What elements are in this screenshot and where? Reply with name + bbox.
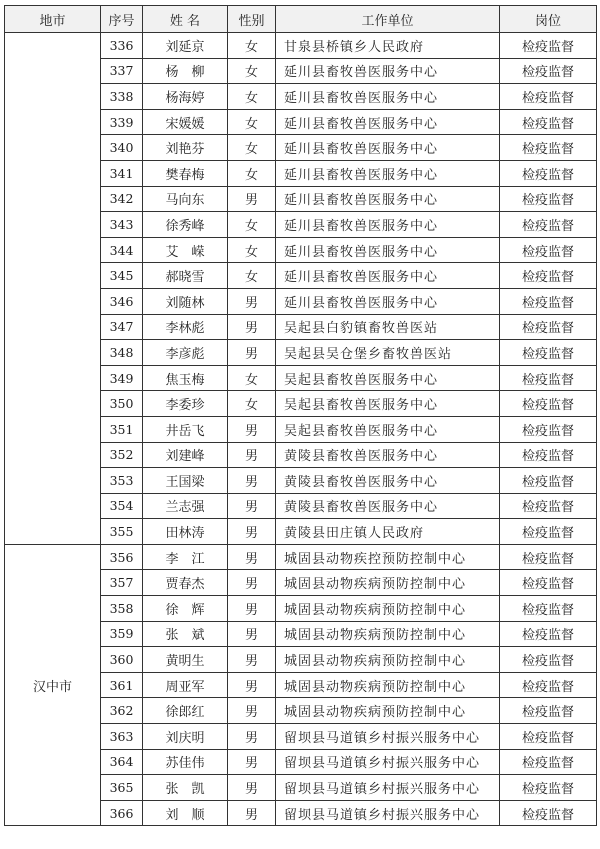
number-cell: 346 — [101, 288, 143, 314]
gender-cell: 男 — [228, 647, 276, 673]
number-cell: 342 — [101, 186, 143, 212]
name-cell: 樊春梅 — [143, 160, 228, 186]
post-cell: 检疫监督 — [500, 33, 597, 59]
unit-cell: 延川县畜牧兽医服务中心 — [276, 186, 500, 212]
unit-cell: 留坝县马道镇乡村振兴服务中心 — [276, 800, 500, 826]
name-cell: 井岳飞 — [143, 416, 228, 442]
unit-cell: 吴起县畜牧兽医服务中心 — [276, 416, 500, 442]
name-cell: 黄明生 — [143, 647, 228, 673]
post-cell: 检疫监督 — [500, 186, 597, 212]
gender-cell: 男 — [228, 519, 276, 545]
unit-cell: 延川县畜牧兽医服务中心 — [276, 288, 500, 314]
number-cell: 350 — [101, 391, 143, 417]
unit-cell: 黄陵县畜牧兽医服务中心 — [276, 442, 500, 468]
post-cell: 检疫监督 — [500, 263, 597, 289]
unit-cell: 城固县动物疾病预防控制中心 — [276, 621, 500, 647]
unit-cell: 黄陵县畜牧兽医服务中心 — [276, 468, 500, 494]
unit-cell: 黄陵县畜牧兽医服务中心 — [276, 493, 500, 519]
name-cell: 王国梁 — [143, 468, 228, 494]
post-cell: 检疫监督 — [500, 135, 597, 161]
name-cell: 张 斌 — [143, 621, 228, 647]
post-cell: 检疫监督 — [500, 698, 597, 724]
number-cell: 355 — [101, 519, 143, 545]
gender-cell: 男 — [228, 724, 276, 750]
unit-cell: 城固县动物疾控预防控制中心 — [276, 544, 500, 570]
name-cell: 马向东 — [143, 186, 228, 212]
gender-cell: 女 — [228, 263, 276, 289]
gender-cell: 女 — [228, 391, 276, 417]
number-cell: 357 — [101, 570, 143, 596]
header-post: 岗位 — [500, 6, 597, 33]
header-number: 序号 — [101, 6, 143, 33]
unit-cell: 城固县动物疾病预防控制中心 — [276, 596, 500, 622]
number-cell: 351 — [101, 416, 143, 442]
name-cell: 周亚军 — [143, 672, 228, 698]
number-cell: 363 — [101, 724, 143, 750]
number-cell: 361 — [101, 672, 143, 698]
unit-cell: 延川县畜牧兽医服务中心 — [276, 237, 500, 263]
header-unit: 工作单位 — [276, 6, 500, 33]
name-cell: 刘艳芬 — [143, 135, 228, 161]
header-name: 姓 名 — [143, 6, 228, 33]
unit-cell: 吴起县白豹镇畜牧兽医站 — [276, 314, 500, 340]
name-cell: 李委珍 — [143, 391, 228, 417]
name-cell: 刘建峰 — [143, 442, 228, 468]
name-cell: 刘随林 — [143, 288, 228, 314]
unit-cell: 城固县动物疾病预防控制中心 — [276, 570, 500, 596]
post-cell: 检疫监督 — [500, 160, 597, 186]
gender-cell: 男 — [228, 288, 276, 314]
gender-cell: 男 — [228, 186, 276, 212]
post-cell: 检疫监督 — [500, 621, 597, 647]
unit-cell: 延川县畜牧兽医服务中心 — [276, 160, 500, 186]
name-cell: 郝晓雪 — [143, 263, 228, 289]
number-cell: 360 — [101, 647, 143, 673]
gender-cell: 男 — [228, 672, 276, 698]
unit-cell: 延川县畜牧兽医服务中心 — [276, 212, 500, 238]
name-cell: 刘延京 — [143, 33, 228, 59]
number-cell: 339 — [101, 109, 143, 135]
post-cell: 检疫监督 — [500, 672, 597, 698]
unit-cell: 城固县动物疾病预防控制中心 — [276, 698, 500, 724]
number-cell: 347 — [101, 314, 143, 340]
gender-cell: 男 — [228, 570, 276, 596]
unit-cell: 吴起县畜牧兽医服务中心 — [276, 391, 500, 417]
unit-cell: 城固县动物疾病预防控制中心 — [276, 647, 500, 673]
name-cell: 李林彪 — [143, 314, 228, 340]
post-cell: 检疫监督 — [500, 391, 597, 417]
post-cell: 检疫监督 — [500, 237, 597, 263]
gender-cell: 男 — [228, 544, 276, 570]
name-cell: 田林涛 — [143, 519, 228, 545]
unit-cell: 吴起县畜牧兽医服务中心 — [276, 365, 500, 391]
post-cell: 检疫监督 — [500, 84, 597, 110]
number-cell: 340 — [101, 135, 143, 161]
gender-cell: 男 — [228, 621, 276, 647]
post-cell: 检疫监督 — [500, 749, 597, 775]
table-body — [5, 33, 597, 826]
unit-cell: 吴起县吴仓堡乡畜牧兽医站 — [276, 340, 500, 366]
name-cell: 徐秀峰 — [143, 212, 228, 238]
personnel-table — [4, 5, 597, 826]
gender-cell: 女 — [228, 212, 276, 238]
number-cell: 352 — [101, 442, 143, 468]
name-cell: 徐 辉 — [143, 596, 228, 622]
number-cell: 343 — [101, 212, 143, 238]
gender-cell: 男 — [228, 596, 276, 622]
name-cell: 宋媛媛 — [143, 109, 228, 135]
number-cell: 353 — [101, 468, 143, 494]
gender-cell: 女 — [228, 365, 276, 391]
name-cell: 刘庆明 — [143, 724, 228, 750]
post-cell: 检疫监督 — [500, 212, 597, 238]
name-cell: 徐郎红 — [143, 698, 228, 724]
post-cell: 检疫监督 — [500, 314, 597, 340]
gender-cell: 男 — [228, 749, 276, 775]
number-cell: 336 — [101, 33, 143, 59]
gender-cell: 男 — [228, 800, 276, 826]
unit-cell: 留坝县马道镇乡村振兴服务中心 — [276, 775, 500, 801]
number-cell: 366 — [101, 800, 143, 826]
unit-cell: 延川县畜牧兽医服务中心 — [276, 263, 500, 289]
gender-cell: 女 — [228, 135, 276, 161]
number-cell: 348 — [101, 340, 143, 366]
number-cell: 356 — [101, 544, 143, 570]
unit-cell: 留坝县马道镇乡村振兴服务中心 — [276, 724, 500, 750]
region-cell — [5, 33, 101, 545]
post-cell: 检疫监督 — [500, 800, 597, 826]
gender-cell: 男 — [228, 493, 276, 519]
unit-cell: 延川县畜牧兽医服务中心 — [276, 84, 500, 110]
name-cell: 李彦彪 — [143, 340, 228, 366]
header-region: 地市 — [5, 6, 101, 33]
unit-cell: 延川县畜牧兽医服务中心 — [276, 109, 500, 135]
name-cell: 焦玉梅 — [143, 365, 228, 391]
post-cell: 检疫监督 — [500, 442, 597, 468]
gender-cell: 女 — [228, 84, 276, 110]
post-cell: 检疫监督 — [500, 416, 597, 442]
post-cell: 检疫监督 — [500, 365, 597, 391]
number-cell: 338 — [101, 84, 143, 110]
number-cell: 358 — [101, 596, 143, 622]
name-cell: 艾 嵘 — [143, 237, 228, 263]
name-cell: 李 江 — [143, 544, 228, 570]
table-row — [5, 544, 597, 570]
number-cell: 337 — [101, 58, 143, 84]
number-cell: 365 — [101, 775, 143, 801]
unit-cell: 城固县动物疾病预防控制中心 — [276, 672, 500, 698]
name-cell: 兰志强 — [143, 493, 228, 519]
post-cell: 检疫监督 — [500, 647, 597, 673]
table-header-row — [5, 6, 597, 33]
post-cell: 检疫监督 — [500, 544, 597, 570]
header-gender: 性别 — [228, 6, 276, 33]
region-cell: 汉中市 — [5, 544, 101, 826]
number-cell: 359 — [101, 621, 143, 647]
gender-cell: 女 — [228, 160, 276, 186]
unit-cell: 延川县畜牧兽医服务中心 — [276, 135, 500, 161]
post-cell: 检疫监督 — [500, 58, 597, 84]
post-cell: 检疫监督 — [500, 340, 597, 366]
unit-cell: 延川县畜牧兽医服务中心 — [276, 58, 500, 84]
post-cell: 检疫监督 — [500, 775, 597, 801]
number-cell: 345 — [101, 263, 143, 289]
gender-cell: 男 — [228, 698, 276, 724]
unit-cell: 留坝县马道镇乡村振兴服务中心 — [276, 749, 500, 775]
gender-cell: 女 — [228, 33, 276, 59]
post-cell: 检疫监督 — [500, 596, 597, 622]
gender-cell: 男 — [228, 314, 276, 340]
unit-cell: 黄陵县田庄镇人民政府 — [276, 519, 500, 545]
gender-cell: 男 — [228, 416, 276, 442]
gender-cell: 男 — [228, 442, 276, 468]
post-cell: 检疫监督 — [500, 468, 597, 494]
number-cell: 364 — [101, 749, 143, 775]
number-cell: 349 — [101, 365, 143, 391]
post-cell: 检疫监督 — [500, 288, 597, 314]
name-cell: 杨海婷 — [143, 84, 228, 110]
name-cell: 张 凯 — [143, 775, 228, 801]
name-cell: 杨 柳 — [143, 58, 228, 84]
number-cell: 344 — [101, 237, 143, 263]
post-cell: 检疫监督 — [500, 724, 597, 750]
name-cell: 苏佳伟 — [143, 749, 228, 775]
gender-cell: 女 — [228, 109, 276, 135]
gender-cell: 男 — [228, 775, 276, 801]
number-cell: 354 — [101, 493, 143, 519]
unit-cell: 甘泉县桥镇乡人民政府 — [276, 33, 500, 59]
post-cell: 检疫监督 — [500, 519, 597, 545]
post-cell: 检疫监督 — [500, 109, 597, 135]
gender-cell: 男 — [228, 468, 276, 494]
number-cell: 341 — [101, 160, 143, 186]
name-cell: 刘 顺 — [143, 800, 228, 826]
table-row — [5, 33, 597, 59]
post-cell: 检疫监督 — [500, 493, 597, 519]
gender-cell: 女 — [228, 58, 276, 84]
number-cell: 362 — [101, 698, 143, 724]
name-cell: 贾春杰 — [143, 570, 228, 596]
post-cell: 检疫监督 — [500, 570, 597, 596]
gender-cell: 男 — [228, 340, 276, 366]
gender-cell: 女 — [228, 237, 276, 263]
